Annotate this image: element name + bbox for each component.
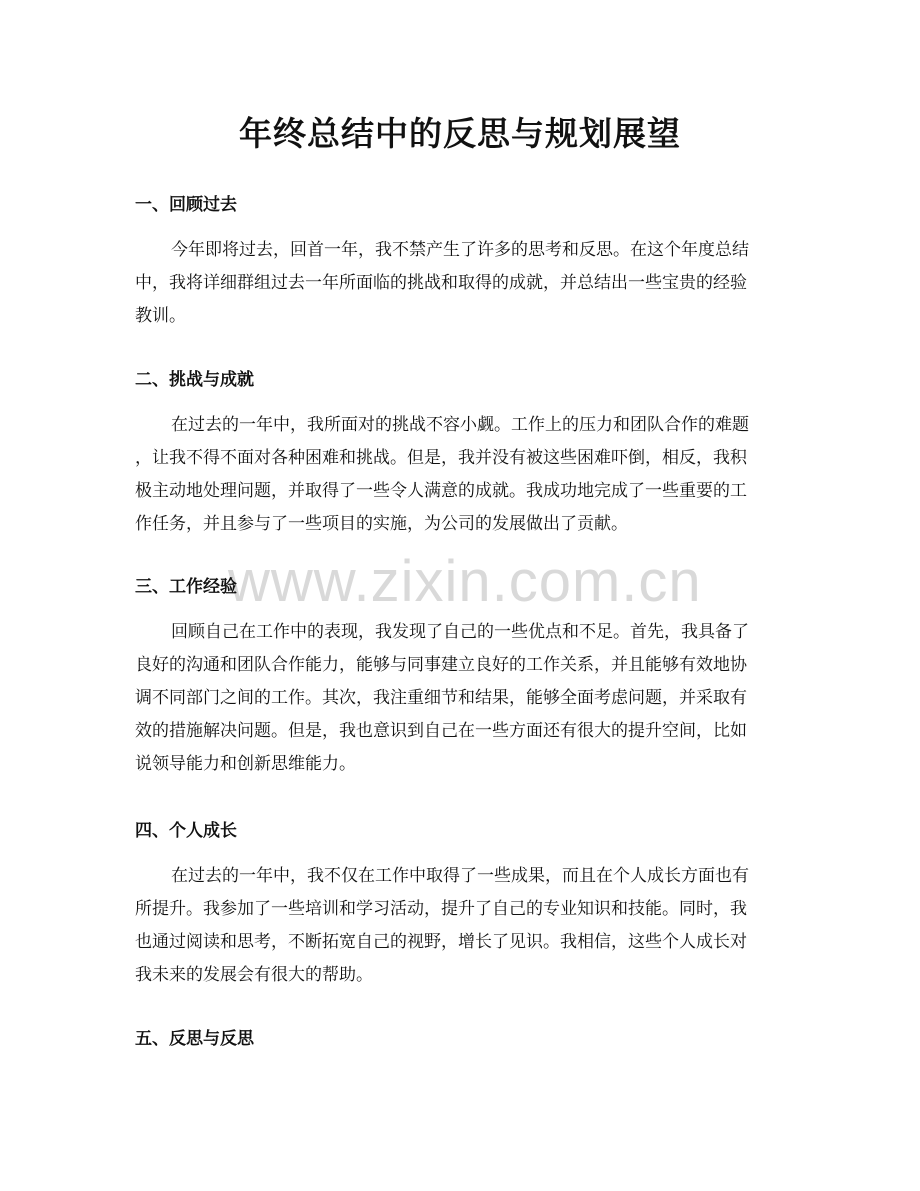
paragraph-line: 也通过阅读和思考，不断拓宽自己的视野，增长了见识。我相信，这些个人成长对 [135,932,747,952]
paragraph-line: 我未来的发展会有很大的帮助。 [135,965,373,985]
section-paragraph [135,860,795,992]
section-paragraph [135,616,795,781]
section-heading: 四、个人成长 [135,821,237,841]
watermark: www.zixin.com.cn [228,549,702,614]
section-heading: 五、反思与反思 [135,1029,254,1049]
paragraph-line: 作任务，并且参与了一些项目的实施，为公司的发展做出了贡献。 [135,514,628,534]
paragraph-line: 回顾自己在工作中的表现，我发现了自己的一些优点和不足。首先，我具备了 [171,622,749,642]
paragraph-line: 在过去的一年中，我不仅在工作中取得了一些成果，而且在个人成长方面也有 [171,866,749,886]
section-heading: 一、回顾过去 [135,195,237,215]
document-title: 年终总结中的反思与规划展望 [239,114,681,153]
paragraph-line: 在过去的一年中，我所面对的挑战不容小觑。工作上的压力和团队合作的难题 [171,415,749,435]
paragraph-line: 说领导能力和创新思维能力。 [135,754,356,774]
paragraph-line: 今年即将过去，回首一年，我不禁产生了许多的思考和反思。在这个年度总结 [171,240,749,260]
paragraph-line: 极主动地处理问题，并取得了一些令人满意的成就。我成功地完成了一些重要的工 [135,481,747,501]
paragraph-line: ，让我不得不面对各种困难和挑战。但是，我并没有被这些困难吓倒，相反，我积 [135,448,747,468]
section-paragraph [135,234,795,333]
section-heading: 三、工作经验 [135,577,237,597]
paragraph-line: 所提升。我参加了一些培训和学习活动，提升了自己的专业知识和技能。同时，我 [135,899,747,919]
paragraph-line: 中，我将详细群组过去一年所面临的挑战和取得的成就，并总结出一些宝贵的经验 [135,273,747,293]
paragraph-line: 调不同部门之间的工作。其次，我注重细节和结果，能够全面考虑问题，并采取有 [135,688,747,708]
section-heading: 二、挑战与成就 [135,370,254,390]
paragraph-line: 效的措施解决问题。但是，我也意识到自己在一些方面还有很大的提升空间，比如 [135,721,747,741]
paragraph-line: 良好的沟通和团队合作能力，能够与同事建立良好的工作关系，并且能够有效地协 [135,655,747,675]
paragraph-line: 教训。 [135,306,186,326]
section-paragraph [135,409,795,541]
